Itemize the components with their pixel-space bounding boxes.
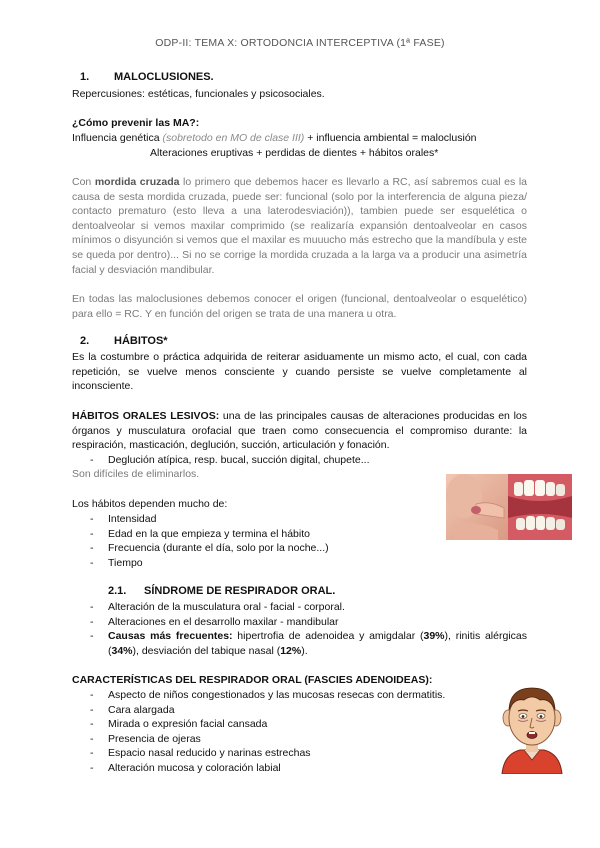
prevenir-line-1-italic: (sobretodo en MO de clase III) <box>162 132 305 144</box>
thumb-sucking-illustration <box>446 474 572 540</box>
habitos-lesivos-paragraph <box>72 409 527 453</box>
boy-face-drawing <box>496 680 568 774</box>
causas-d: ). <box>301 644 308 657</box>
section-2-heading <box>80 335 168 347</box>
list-item: - Aspecto de niños congestionados y las mucosas resecas con dermatitis. <box>72 688 492 703</box>
prevenir-question: ¿Cómo prevenir las MA?: <box>72 117 200 129</box>
causas-pct-2: 34% <box>111 644 133 657</box>
list-item: - Alteración mucosa y coloración labial <box>72 761 492 776</box>
section-2-title: HÁBITOS* <box>114 335 168 347</box>
habitos-lesivos-list <box>72 453 432 468</box>
causas-pct-1: 39% <box>423 630 445 643</box>
dependen-intro: Los hábitos dependen mucho de: <box>72 498 228 510</box>
section-2-number: 2. <box>80 335 90 347</box>
list-item: - Deglución atípica, resp. bucal, succión digital, chupete... <box>72 453 432 468</box>
habitos-lesivos-text: una de las principales causas de alteraciones producidas en los órganos y musculatura orofacial que traen como consecuencia el compromiso durante: la respiración, masticación, deglución, succión, articulación y fonación. <box>72 410 527 452</box>
section-2-1-number: 2.1. <box>108 585 127 597</box>
causas-b: ), rinitis alérgicas ( <box>108 630 527 657</box>
repercusiones-text: Repercusiones: estéticas, funcionales y psicosociales. <box>72 88 325 100</box>
page-header: ODP-II: TEMA X: ORTODONCIA INTERCEPTIVA (1ª FASE) <box>155 37 445 49</box>
section-1-title: MALOCLUSIONES. <box>114 71 214 83</box>
list-item: - Presencia de ojeras <box>72 732 492 747</box>
caracteristicas-list <box>72 688 492 776</box>
habitos-definition: Es la costumbre o práctica adquirida de reiterar asiduamente un mismo acto, el cual, con cada repetición, se vuelve menos consciente y cuando persiste se vuelve completamente al inconsciente. <box>72 351 527 393</box>
caracteristicas-title: CARACTERÍSTICAS DEL RESPIRADOR ORAL (FASCIES ADENOIDEAS): <box>72 674 433 686</box>
list-item-causas <box>72 629 527 658</box>
prevenir-line-1-c: + influencia ambiental = maloclusión <box>304 132 477 144</box>
causas-c: ), desviación del tabique nasal ( <box>132 644 281 657</box>
cruzada-bold: mordida cruzada <box>94 176 180 188</box>
list-item: - Alteración de la musculatura oral - facial - corporal. <box>72 600 527 615</box>
mordida-cruzada-paragraph <box>72 175 527 277</box>
prevenir-line-2: Alteraciones eruptivas + perdidas de dientes + hábitos orales* <box>150 147 439 159</box>
dificiles-text: Son difíciles de eliminarlos. <box>72 468 200 480</box>
section-2-1-heading <box>108 585 335 597</box>
list-item: - Tiempo <box>72 556 432 571</box>
respirador-oral-list <box>72 600 527 658</box>
cruzada-c: lo primero que debemos hacer es llevarlo a RC, así sabremos cual es la causa de sesta mordida cruzada, puede ser: funcional (solo por la interferencia de alguna pieza/ contacto prematuro (esto lleva a una laterodesviación)), tambien puede ser esquelética o dentoalveolar si vemos maxilar comprimido (se realizaría expansión dentoalveolar en casos mínimos o disyunción si vemos que el maxilar es muuucho más estrecho que la mandíbula y este se queda por dentro)... Si no se corrige la mordida cruzada a la larga va a producir una asimetría facial y desviación mandibular. <box>72 176 527 276</box>
cruzada-a: Con <box>72 176 95 188</box>
list-item: - Cara alargada <box>72 703 492 718</box>
causas-label: Causas más frecuentes: <box>108 630 233 643</box>
list-item: - Alteraciones en el desarrollo maxilar - mandibular <box>72 615 527 630</box>
section-1-number: 1. <box>80 71 90 83</box>
list-item: - Espacio nasal reducido y narinas estrechas <box>72 746 492 761</box>
prevenir-line-1-a: Influencia genética <box>72 132 163 144</box>
list-item: - Mirada o expresión facial cansada <box>72 717 492 732</box>
list-item: - Edad en la que empieza y termina el hábito <box>72 527 432 542</box>
list-item: - Intensidad <box>72 512 432 527</box>
thumb-sucking-photo <box>446 474 572 540</box>
causas-a: hipertrofia de adenoidea y amigdalar ( <box>232 630 424 643</box>
section-2-1-title: SÍNDROME DE RESPIRADOR ORAL. <box>144 585 336 597</box>
section-1-heading <box>80 71 214 83</box>
todas-paragraph: En todas las maloclusiones debemos conocer el origen (funcional, dentoalveolar o esquelético) para ello = RC. Y en función del origen se trata de una manera u otra. <box>72 293 527 320</box>
list-item: - Frecuencia (durante el día, solo por la noche...) <box>72 541 432 556</box>
causas-pct-3: 12% <box>280 644 302 657</box>
adenoid-face-illustration <box>496 680 568 774</box>
habitos-lesivos-title: HÁBITOS ORALES LESIVOS: <box>72 410 220 422</box>
prevenir-line-1 <box>72 131 532 146</box>
dependen-list <box>72 512 432 570</box>
